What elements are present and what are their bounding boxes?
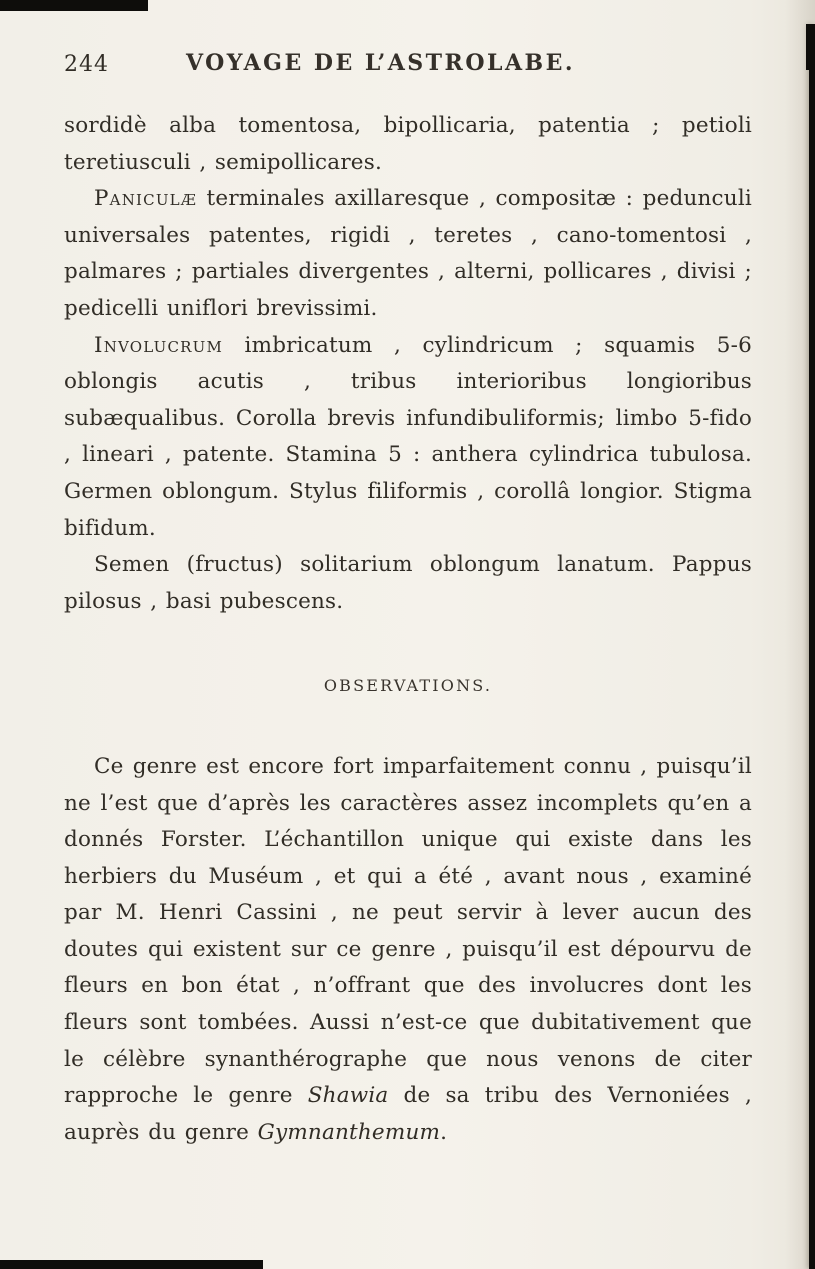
paragraph-latin-continuation: [64, 108, 752, 181]
genus-name-shawia-italic: Shawia: [307, 1083, 389, 1109]
smallcaps-lead-involucrum: Involucrum: [94, 332, 224, 358]
page-body: [64, 108, 752, 1151]
text-run: .: [440, 1119, 448, 1145]
scan-artifact-right-edge: [809, 24, 815, 1269]
running-title: VOYAGE DE L’ASTROLABE.: [185, 50, 576, 76]
paragraph-paniculae: [64, 181, 752, 327]
text-run: imbricatum , cylindricum ; squamis 5-6 oblongis acutis , tribus interioribus longioribus subæqualibus. Corolla brevis infundibuliformis; limbo 5-fido , lineari , patente. Stamina 5 : anthera cylindrica tubulosa. Germen oblongum. Stylus filiformis , corollâ longior. Stigma bifidum.: [64, 332, 752, 541]
scan-artifact-bottom-left: [0, 1260, 263, 1269]
text-run: Ce genre est encore fort imparfaitement connu , puisqu’il ne l’est que d’après les caractères assez incomplets qu’en a donnés Forster. L’échantillon unique qui existe dans les herbiers du Muséum , et qui a été , avant nous , examiné par M. Henri Cassini , ne peut servir à lever aucun des doutes qui existent sur ce genre , puisqu’il est dépourvu de fleurs en bon état , n’offrant que des involucres dont les fleurs sont tombées. Aussi n’est-ce que dubitativement que le célèbre synanthérographe que nous venons de citer rapproche le genre: [64, 753, 752, 1109]
section-heading-observations: OBSERVATIONS.: [323, 676, 493, 696]
page-header: [64, 50, 752, 82]
scan-artifact-right-top: [806, 24, 815, 70]
text-run: de sa tribu des Vernoniées , auprès du genre: [64, 1083, 752, 1145]
text-run: sordidè alba tomentosa, bipollicaria, patentia ; petioli teretiusculi , semipollicares.: [64, 113, 752, 175]
paragraph-involucrum: [64, 328, 752, 548]
smallcaps-lead-paniculae: Paniculæ: [94, 186, 198, 212]
paragraph-semen: [64, 547, 752, 620]
text-run: terminales axillaresque , compositæ : pedunculi universales patentes, rigidi , teretes , cano-tomentosi , palmares ; partiales divergentes , alterni, pollicares , divisi ; pedicelli uniflori brevissimi.: [64, 186, 752, 321]
text-run: Semen (fructus) solitarium oblongum lanatum. Pappus pilosus , basi pubescens.: [64, 552, 752, 614]
page-number: 244: [64, 52, 109, 77]
genus-name-gymnanthemum-italic: Gymnanthemum: [257, 1119, 441, 1145]
scan-artifact-top-left: [0, 0, 148, 11]
paragraph-observations-body: [64, 749, 752, 1152]
